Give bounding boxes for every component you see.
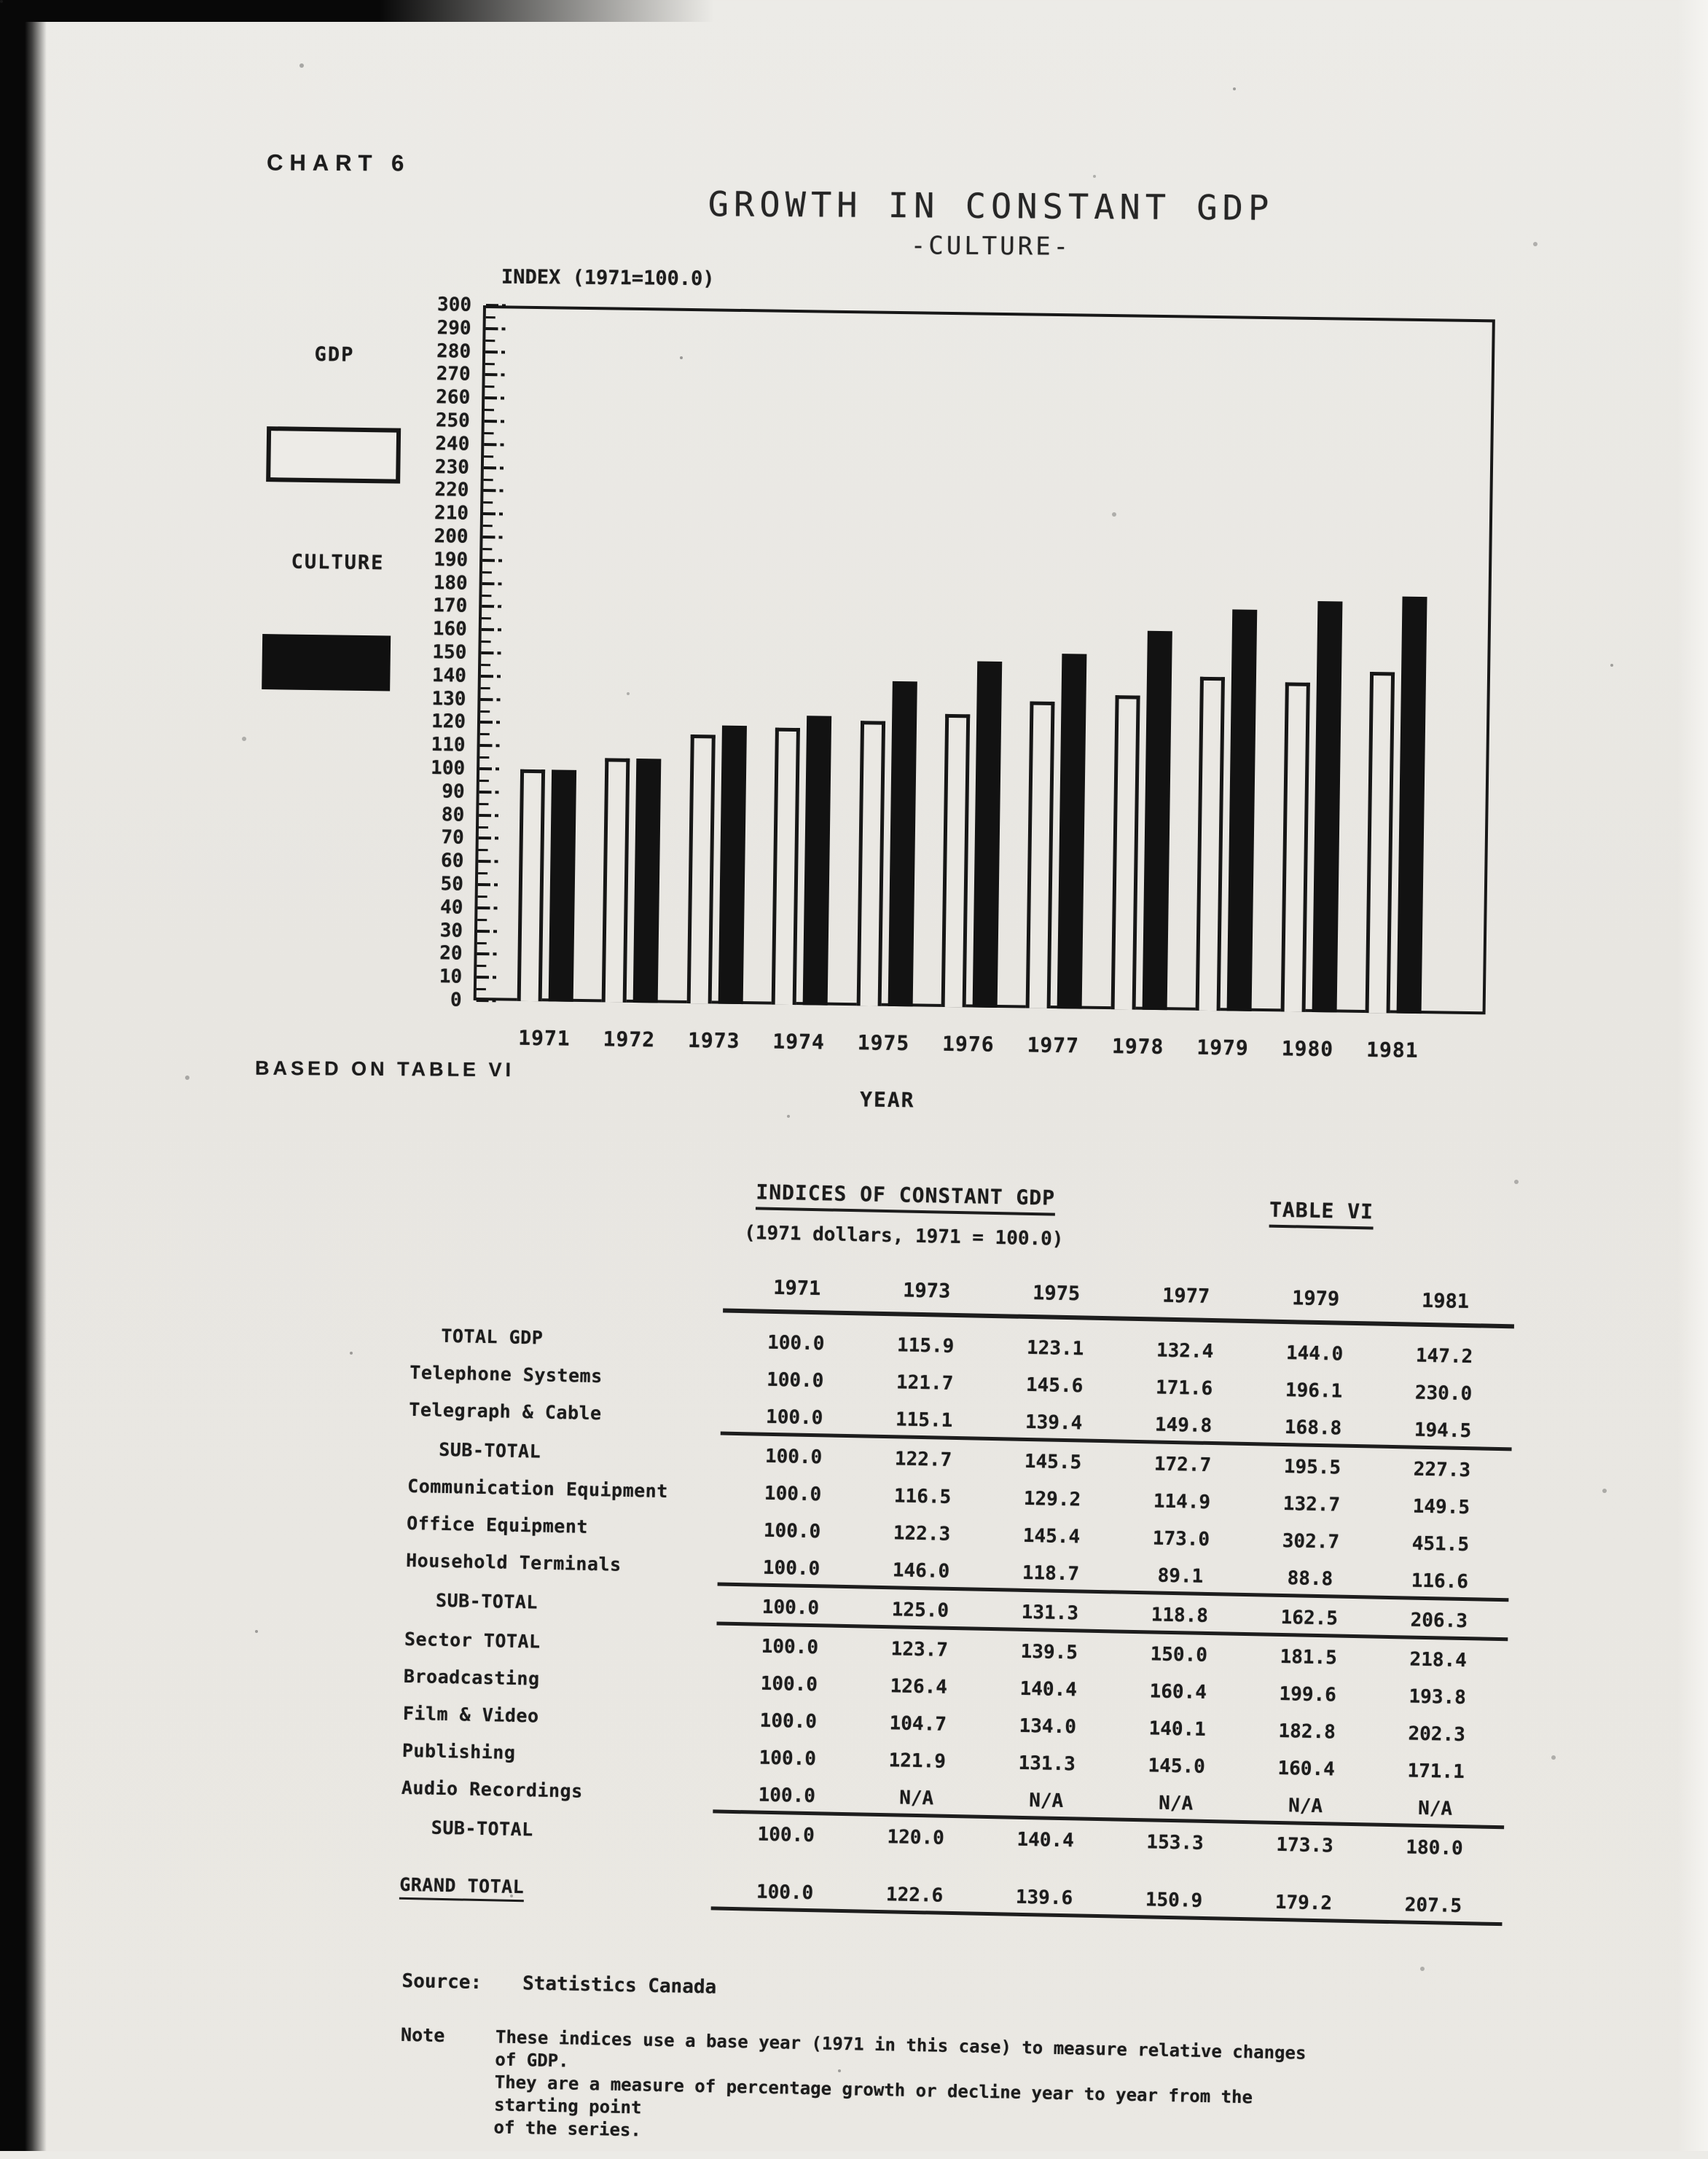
y-tick-minor [481,664,490,666]
note-line: of the series. [493,2117,642,2141]
cell-1975: 139.4 [1025,1411,1083,1434]
cell-1973: 115.9 [896,1333,955,1357]
y-tick-major [483,512,505,515]
gdp-bar-1971 [517,769,545,1001]
cell-1975: 123.1 [1026,1336,1084,1360]
y-tick-major [485,373,507,376]
table-body [399,1317,1526,1928]
note-label: Note [400,2023,445,2047]
y-tick-label-30: 30 [439,919,463,942]
y-tick-major [482,582,504,585]
x-tick-label-1980: 1980 [1281,1036,1334,1062]
cell-1977: 132.4 [1156,1339,1214,1363]
cell-1979: 181.5 [1280,1645,1338,1669]
cell-1979: 195.5 [1283,1455,1341,1479]
table-column-header-1979: 1979 [1291,1287,1340,1311]
cell-1979: 88.8 [1287,1567,1333,1590]
cell-1973: 146.0 [892,1559,950,1583]
table-row-grand-total [399,1866,1515,1926]
cell-1981: 116.6 [1411,1570,1469,1593]
cell-1977: 173.0 [1152,1527,1210,1551]
row-label-cell [408,1438,729,1466]
y-tick-label-100: 100 [430,757,466,780]
y-tick-minor [479,849,488,851]
y-tick-major [477,930,499,933]
row-label: Film & Video [402,1702,539,1727]
y-tick-minor [480,733,490,735]
cell-1975: 139.5 [1020,1640,1078,1664]
cell-1973: 120.0 [887,1825,945,1849]
table-column-header-1975: 1975 [1032,1282,1081,1306]
y-tick-major [485,420,506,423]
y-tick-major [479,767,501,770]
note-line: These indices use a base year (1971 in this case) to measure relative changes of GDP. [495,2026,1307,2072]
cell-1973: 122.6 [885,1883,944,1907]
y-tick-label-170: 170 [433,595,468,618]
cell-1981: 202.3 [1408,1723,1466,1746]
row-label-cell [404,1629,725,1656]
y-tick-label-130: 130 [431,687,466,710]
y-tick-label-240: 240 [435,432,470,455]
row-label: Sector TOTAL [404,1628,541,1653]
gdp-bar-1977 [1026,702,1055,1008]
y-tick-minor [478,896,487,898]
cell-1981: 149.5 [1412,1495,1470,1519]
cell-1979: 162.5 [1280,1606,1339,1630]
y-tick-major [482,559,504,562]
gdp-bar-1976 [941,714,971,1008]
chart-title: GROWTH IN CONSTANT GDP [708,184,1274,229]
y-tick-major [478,860,500,863]
scan-edge-right [1677,0,1708,2151]
y-tick-minor [483,525,493,527]
y-tick-minor [477,965,486,967]
x-tick-label-1971: 1971 [518,1025,571,1051]
note-text [493,2026,1312,2155]
y-tick-minor [477,919,487,921]
y-tick-label-70: 70 [441,826,464,850]
cell-1975: 139.6 [1015,1886,1073,1909]
y-tick-major [485,396,506,399]
y-tick-major [477,999,498,1002]
y-tick-minor [485,340,495,342]
y-tick-label-0: 0 [450,989,462,1011]
cell-1975: 145.6 [1025,1374,1084,1397]
cell-1975: 134.0 [1019,1715,1077,1738]
row-label: TOTAL GDP [441,1325,544,1349]
y-tick-major [486,304,508,307]
cell-1975: 118.7 [1022,1562,1080,1585]
cell-1971: 100.0 [764,1482,822,1505]
row-label-cell [410,1325,731,1352]
y-tick-minor [480,710,490,713]
cell-1979: 196.1 [1285,1379,1343,1403]
y-tick-label-230: 230 [434,455,470,479]
row-label-cell [403,1703,724,1731]
y-tick-label-60: 60 [440,850,464,872]
y-tick-major [482,605,504,608]
cell-1971: 100.0 [760,1672,818,1696]
y-tick-label-110: 110 [431,734,466,756]
row-label-cell [406,1550,726,1578]
y-tick-label-80: 80 [441,803,465,826]
cell-1977: 145.0 [1148,1754,1206,1778]
cell-1979: 132.7 [1282,1492,1341,1516]
y-tick-minor [481,687,490,689]
table-column-header-1973: 1973 [902,1279,951,1303]
cell-1973: 116.5 [893,1484,952,1508]
y-tick-label-290: 290 [436,316,471,340]
y-tick-label-90: 90 [442,780,465,803]
y-tick-minor [485,409,494,411]
legend-culture-swatch [262,634,391,691]
cell-1973: 121.9 [888,1749,947,1773]
y-tick-label-10: 10 [439,965,463,988]
y-tick-major [477,952,499,955]
cell-1971: 100.0 [757,1823,815,1846]
y-tick-major [480,721,502,724]
table-source [401,1970,716,1999]
y-tick-minor [484,479,493,481]
cell-1981: 147.2 [1415,1344,1473,1368]
y-tick-major [479,791,501,794]
legend-gdp-label: GDP [314,343,355,367]
row-label: GRAND TOTAL [399,1874,525,1902]
row-label-cell [405,1589,726,1617]
cell-1977: 118.8 [1151,1603,1209,1627]
cell-1979: 179.2 [1274,1891,1333,1914]
y-tick-label-270: 270 [436,363,471,386]
source-label: Source: [401,1970,482,1994]
culture-bar-1973 [718,726,746,1004]
y-tick-major [481,651,503,654]
scan-edge-left [0,0,47,2151]
y-tick-minor [479,826,488,828]
y-tick-label-280: 280 [436,340,471,363]
row-label: SUB-TOTAL [438,1438,541,1462]
cell-1973: 122.3 [893,1521,951,1545]
cell-1975: 140.4 [1019,1677,1078,1701]
cell-1973: 104.7 [889,1712,947,1736]
x-tick-label-1979: 1979 [1196,1035,1250,1060]
cell-1979: 182.8 [1278,1720,1336,1744]
chart-legend [262,332,423,575]
y-tick-label-180: 180 [433,571,468,595]
chart-number-label: CHART 6 [266,149,411,176]
data-table [399,1167,1529,2141]
y-tick-major [479,836,501,839]
x-tick-label-1976: 1976 [941,1031,995,1057]
cell-1977: 171.6 [1155,1376,1213,1400]
culture-bar-1978 [1142,631,1172,1010]
cell-1981: 451.5 [1411,1532,1470,1556]
y-tick-major [482,628,504,631]
scan-edge-top [0,0,714,22]
cell-1975: 131.3 [1018,1752,1076,1775]
cell-1979: 173.3 [1276,1833,1334,1857]
y-axis-title: INDEX (1971=100.0) [501,265,715,291]
y-tick-minor [483,501,493,503]
cell-1979: 144.0 [1285,1341,1344,1365]
y-tick-minor [482,548,492,550]
x-tick-label-1975: 1975 [857,1030,910,1056]
cell-1973: N/A [898,1787,934,1809]
cell-1977: 153.3 [1146,1830,1204,1854]
culture-bar-1977 [1057,654,1087,1009]
cell-1977: 150.0 [1150,1642,1208,1666]
legend-culture-label: CULTURE [291,550,385,575]
x-tick-label-1972: 1972 [603,1027,656,1052]
y-tick-minor [486,316,495,318]
y-tick-label-220: 220 [434,479,469,502]
cell-1971: 100.0 [758,1784,816,1807]
cell-1973: 115.1 [895,1408,953,1432]
y-tick-minor [479,756,489,759]
y-tick-minor [485,385,494,388]
row-label: Publishing [401,1739,516,1763]
cell-1979: 302.7 [1282,1529,1340,1553]
table-header-spacer [412,1269,733,1298]
y-tick-major [483,489,505,492]
y-tick-minor [482,571,492,573]
row-label: SUB-TOTAL [431,1817,534,1841]
gdp-bar-1972 [602,758,630,1003]
y-tick-label-190: 190 [433,548,469,571]
x-tick-label-1974: 1974 [772,1029,826,1054]
y-tick-major [484,466,506,469]
cell-1981: 193.8 [1409,1685,1467,1709]
y-tick-minor [484,455,493,458]
row-label-cell [399,1874,720,1902]
culture-bar-1971 [549,769,576,1001]
table-title: INDICES OF CONSTANT GDP [756,1180,1055,1215]
cell-1977: 140.1 [1148,1717,1207,1741]
cell-1977: N/A [1158,1792,1194,1815]
gdp-bar-1981 [1366,672,1395,1014]
y-tick-major [483,536,505,538]
row-label: Household Terminals [405,1549,622,1575]
row-label-cell [409,1399,729,1427]
x-axis-title: YEAR [859,1087,915,1113]
row-label-cell [402,1740,723,1768]
cell-1979: 199.6 [1279,1682,1337,1707]
table-subtitle: (1971 dollars, 1971 = 100.0) [743,1222,1064,1250]
gdp-bar-1974 [772,728,800,1005]
y-tick-minor [482,595,491,597]
gdp-bar-1978 [1110,695,1140,1009]
chart-subtitle: -CULTURE- [910,231,1072,262]
row-label: Broadcasting [403,1665,540,1690]
y-tick-major [477,906,499,909]
y-tick-major [484,443,506,446]
cell-1981: 207.5 [1404,1893,1462,1917]
row-label-cell [404,1666,724,1693]
x-tick-label-1978: 1978 [1111,1034,1164,1059]
cell-1975: 145.4 [1022,1524,1081,1548]
y-tick-minor [477,941,487,944]
legend-gdp-swatch [266,426,401,484]
cell-1975: N/A [1028,1789,1064,1812]
cell-1971: 100.0 [765,1406,823,1429]
y-tick-minor [477,988,486,990]
y-tick-label-150: 150 [432,641,467,664]
y-tick-minor [479,803,488,805]
row-label-cell [410,1362,730,1390]
cell-1971: 100.0 [767,1331,825,1355]
gdp-bar-1979 [1196,677,1225,1011]
y-tick-major [477,976,498,979]
y-tick-label-40: 40 [439,896,463,919]
row-label: SUB-TOTAL [435,1589,538,1613]
cell-1971: 100.0 [759,1709,818,1733]
y-tick-minor [478,872,487,874]
cell-1973: 122.7 [894,1447,952,1471]
row-label: Audio Recordings [401,1776,583,1802]
y-tick-major [481,675,503,678]
scan-noise-speckles [0,0,3,3]
table-tag: TABLE VI [1269,1198,1374,1230]
table-column-header-1981: 1981 [1421,1289,1470,1314]
culture-bar-1972 [633,759,662,1003]
cell-1979: 168.8 [1284,1416,1342,1440]
row-label-cell [401,1777,722,1805]
y-tick-label-250: 250 [435,410,470,432]
cell-1981: 218.4 [1409,1648,1468,1672]
culture-bar-1974 [803,716,832,1006]
cell-1981: 194.5 [1414,1419,1472,1442]
row-label: Telephone Systems [410,1361,603,1387]
y-tick-label-50: 50 [440,873,464,896]
cell-1973: 125.0 [891,1598,949,1622]
culture-bar-1976 [973,661,1003,1008]
y-tick-label-200: 200 [434,525,469,548]
cell-1971: 100.0 [763,1519,821,1543]
gdp-bar-1973 [686,734,715,1003]
culture-bar-1975 [888,681,917,1006]
y-tick-label-20: 20 [439,942,463,965]
y-tick-minor [479,780,489,782]
y-tick-major [480,744,502,747]
cell-1979: 160.4 [1277,1757,1336,1781]
y-tick-label-300: 300 [436,294,472,316]
x-tick-label-1977: 1977 [1027,1033,1080,1058]
cell-1981: 171.1 [1407,1760,1465,1783]
cell-1971: 100.0 [764,1445,823,1468]
y-tick-label-210: 210 [434,502,469,525]
row-label: Office Equipment [406,1512,589,1537]
cell-1981: 230.0 [1414,1382,1473,1405]
y-tick-minor [485,432,494,434]
cell-1973: 121.7 [896,1371,954,1395]
y-tick-major [480,698,502,701]
row-label-cell [401,1817,721,1844]
cell-1981: 180.0 [1406,1836,1463,1860]
y-tick-label-160: 160 [432,618,467,640]
source-value: Statistics Canada [522,1972,717,1999]
note-line: They are a measure of percentage growth or decline year to year from the starting point [493,2072,1253,2118]
cell-1973: 123.7 [890,1637,949,1661]
cell-1975: 140.4 [1016,1828,1075,1852]
cell-1977: 172.7 [1153,1452,1212,1476]
cell-1977: 114.9 [1153,1489,1211,1513]
cell-1973: 126.4 [890,1674,948,1698]
table-column-header-1977: 1977 [1161,1284,1210,1308]
cell-1975: 131.3 [1021,1601,1079,1624]
based-on-note: BASED ON TABLE VI [254,1057,515,1081]
y-tick-major [479,814,501,817]
cell-1971: 100.0 [761,1635,819,1658]
cell-1977: 89.1 [1157,1564,1204,1588]
y-tick-major [478,883,500,886]
cell-1971: 100.0 [756,1881,814,1904]
y-tick-minor [485,363,495,365]
cell-1979: N/A [1288,1794,1323,1817]
y-tick-minor [482,617,491,619]
row-label: Communication Equipment [407,1475,669,1502]
cell-1977: 150.9 [1145,1888,1203,1912]
cell-1977: 160.4 [1149,1680,1207,1704]
y-tick-label-120: 120 [431,710,466,734]
bar-chart [430,294,1495,1113]
cell-1971: 100.0 [762,1556,820,1580]
cell-1977: 149.8 [1154,1413,1213,1437]
x-tick-label-1981: 1981 [1366,1038,1419,1063]
cell-1981: 206.3 [1410,1609,1468,1632]
cell-1971: 100.0 [759,1747,817,1770]
cell-1971: 100.0 [766,1368,824,1392]
y-tick-label-140: 140 [431,664,467,687]
row-label-cell [407,1476,728,1503]
y-tick-major [486,327,508,330]
cell-1975: 145.5 [1024,1450,1082,1473]
cell-1971: 100.0 [761,1596,820,1619]
y-tick-major [485,350,507,353]
row-label-cell [407,1513,727,1540]
cell-1981: N/A [1417,1797,1453,1820]
cell-1981: 227.3 [1413,1458,1471,1481]
gdp-bar-1980 [1280,683,1309,1012]
table-column-header-1971: 1971 [772,1276,821,1301]
row-label: Telegraph & Cable [409,1398,602,1425]
y-tick-label-260: 260 [436,386,471,409]
y-tick-minor [482,640,491,643]
table-header-row [412,1269,1527,1314]
gdp-bar-1975 [856,721,885,1006]
x-tick-label-1973: 1973 [687,1028,740,1054]
cell-1975: 129.2 [1023,1487,1081,1510]
